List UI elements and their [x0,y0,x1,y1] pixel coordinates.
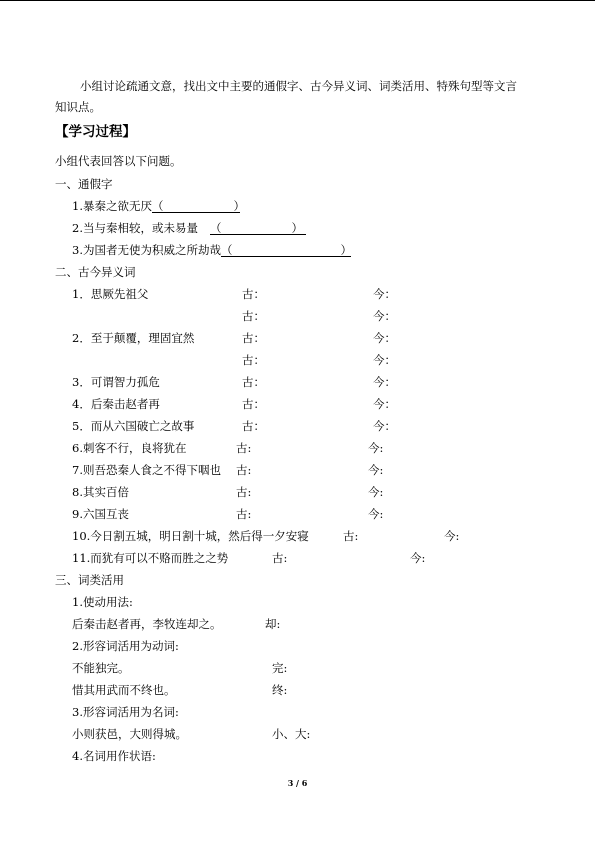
paren-open: （ [151,199,164,213]
jin-label: 今： [373,397,396,411]
part1-item-3 [72,243,351,257]
gu-label: 古: [272,551,288,565]
part1-item-text: 1.暴秦之欲无厌 [72,199,152,213]
part3-sub2-example-1: 不能独完。 [72,661,130,675]
top-rule [0,0,595,1]
gu-label: 古: [236,507,252,521]
paren-open: （ [220,243,233,257]
part1-item-1 [72,199,245,213]
part2-item-10: 10.今日割五城，明日割十城，然后得一夕安寝 [72,529,309,543]
part3-sub3-word: 小、大: [272,727,311,741]
gu-label: 古: [236,463,252,477]
gu-label: 古: [343,529,359,543]
part3-sub2-title: 2.形容词活用为动词: [72,639,179,653]
jin-label: 今： [373,353,396,367]
paren-close: ） [233,199,245,213]
paren-open: （ [209,221,222,235]
jin-label: 今: [444,529,460,543]
jin-label: 今： [373,309,396,323]
part3-sub1-word: 却: [265,617,281,631]
gu-label: 古： [242,397,265,411]
jin-label: 今： [373,375,396,389]
part1-title: 一、通假字 [55,177,113,191]
gu-label: 古： [242,309,265,323]
part3-sub2-word-1: 完: [272,661,288,675]
gu-label: 古： [242,375,265,389]
gu-label: 古： [242,419,265,433]
jin-label: 今: [368,485,384,499]
part3-title: 三、词类活用 [55,573,124,587]
paren-close: ） [340,243,352,257]
part1-item-2 [72,221,306,235]
part3-sub1-example: 后秦击赵者再，李牧连却之。 [72,617,222,631]
part2-item-9: 9.六国互丧 [72,507,129,521]
part2-item-7: 7.则吾恐秦人食之不得下咽也 [72,463,221,477]
part2-item-8: 8.其实百倍 [72,485,129,499]
part2-item-3: 3．可谓智力孤危 [72,375,160,389]
jin-label: 今: [368,463,384,477]
jin-label: 今: [368,507,384,521]
answer-blank[interactable] [210,221,306,235]
part2-item-11: 11.而犹有可以不赂而胜之之势 [72,551,229,565]
part3-sub2-example-2: 惜其用武而不终也。 [72,683,176,697]
jin-label: 今: [410,551,426,565]
gu-label: 古: [236,441,252,455]
paren-close: ） [291,221,303,235]
intro-line-1: 小组讨论疏通文意，找出文中主要的通假字、古今异义词、词类活用、特殊句型等文言 [80,79,517,93]
part2-item-1: 1．思厥先祖父 [72,287,149,301]
part2-item-4: 4．后秦击赵者再 [72,397,160,411]
part1-item-text: 2.当与秦相较，或未易量 [72,221,198,235]
jin-label: 今： [373,419,396,433]
part3-sub1-title: 1.使动用法: [72,595,133,609]
prompt-text: 小组代表回答以下问题。 [55,154,182,168]
part3-sub4-title: 4.名词用作状语: [72,749,156,763]
intro-line-2: 知识点。 [55,100,101,114]
part1-item-text: 3.为国者无使为积威之所劫哉 [72,243,221,257]
part3-sub3-title: 3.形容词活用为名词: [72,705,179,719]
section-heading: 【学习过程】 [55,124,136,140]
part2-item-2: 2．至于颠覆，理固宜然 [72,331,195,345]
part3-sub2-word-2: 终: [272,683,288,697]
gu-label: 古: [236,485,252,499]
answer-blank[interactable] [221,243,351,257]
gu-label: 古： [242,287,265,301]
part3-sub3-example: 小则获邑，大则得城。 [72,727,187,741]
part2-item-5: 5．而从六国破亡之故事 [72,419,195,433]
answer-blank[interactable] [151,199,245,213]
gu-label: 古： [242,353,265,367]
part2-item-6: 6.刺客不行，良将犹在 [72,441,187,455]
page-number: 3 / 6 [287,778,308,788]
jin-label: 今： [373,287,396,301]
part2-title: 二、古今异义词 [55,265,136,279]
jin-label: 今: [368,441,384,455]
jin-label: 今： [373,331,396,345]
gu-label: 古： [242,331,265,345]
